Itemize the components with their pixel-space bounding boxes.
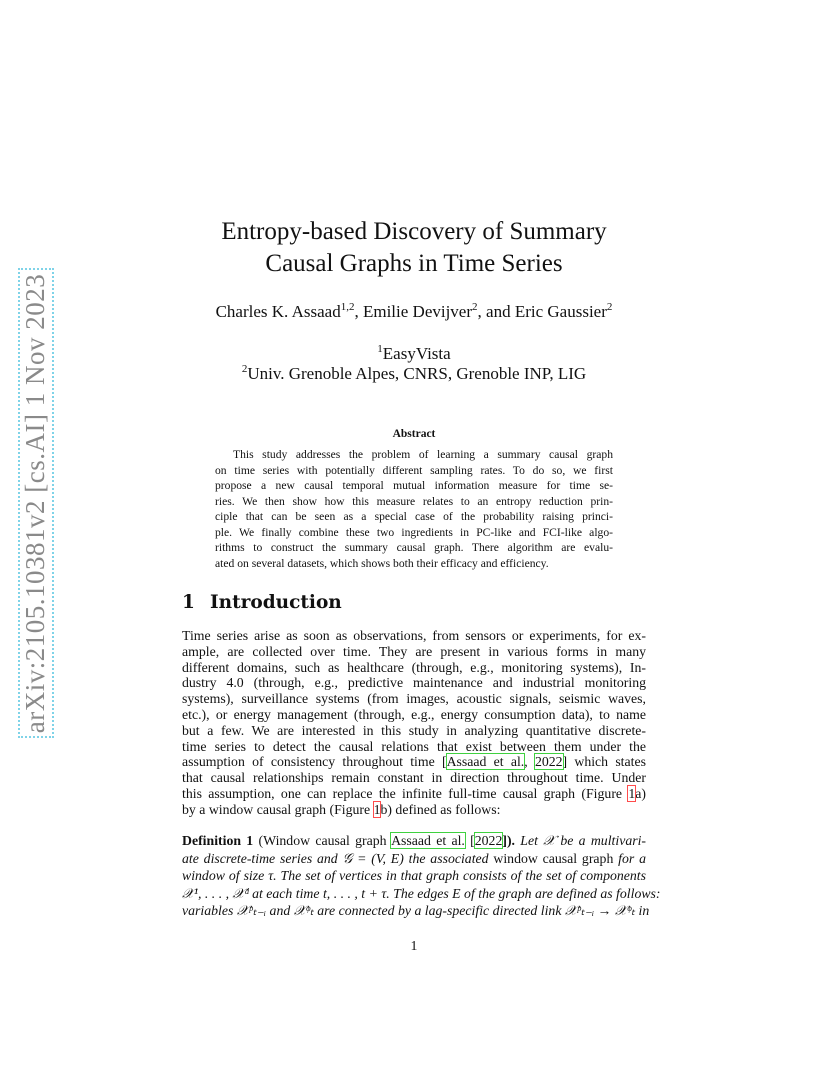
body-line bbox=[182, 786, 646, 802]
affiliation-1-text: EasyVista bbox=[382, 344, 451, 363]
paper-title bbox=[182, 216, 646, 280]
body-line bbox=[182, 802, 646, 818]
body-line bbox=[182, 754, 646, 770]
arxiv-identifier: arXiv:2105.10381v2 [cs.AI] 1 Nov 2023 bbox=[20, 273, 51, 733]
definition-line bbox=[182, 850, 646, 868]
abstract-line: ated on several datasets, which shows both their efficacy and efficiency. bbox=[215, 556, 549, 570]
affiliation-2-mark: 2 bbox=[241, 363, 248, 375]
body-text: this assumption, one can replace the infinite full-time causal graph (Figure bbox=[182, 785, 629, 801]
body-line: etc.), or energy management (through, e.g., energy consumption data), to name bbox=[182, 706, 646, 722]
definition-text: Let 𝒳 be a multivari- bbox=[514, 833, 647, 848]
definition-text: for a bbox=[613, 850, 646, 866]
section-heading bbox=[182, 592, 342, 613]
body-line: time series to detect the causal relations that exist between them under the bbox=[182, 738, 646, 754]
body-line: dustry 4.0 (through, e.g., predictive maintenance and industrial monitoring bbox=[182, 675, 646, 691]
page-number: 1 bbox=[410, 938, 418, 953]
abstract-line: ciple that can be seen as a special case of the probability raising princi- bbox=[215, 510, 613, 523]
definition-text: [ bbox=[464, 833, 475, 848]
author-separator: , and bbox=[477, 302, 515, 321]
author-2: Emilie Devijver bbox=[362, 302, 473, 321]
figure-ref-link[interactable]: 1 bbox=[373, 801, 381, 817]
body-line: systems), surveillance systems (from images, acoustic signals, seismic waves, bbox=[182, 691, 646, 707]
author-list bbox=[150, 302, 678, 322]
definition-line: 𝒳¹, . . . , 𝒳ᵈ at each time t, . . . , t + τ. The edges E of the graph are defined as follows: bbox=[182, 885, 661, 901]
body-text: b) defined as follows: bbox=[380, 801, 501, 817]
definition-line: variables 𝒳ᵖₜ₋ᵢ and 𝒳ᵠₜ are connected by a lag-specific directed link 𝒳ᵖₜ₋ᵢ → 𝒳ᵠₜ in bbox=[182, 903, 650, 918]
affiliation-1 bbox=[150, 344, 678, 364]
body-line: Time series arise as soon as observations, from sensors or experiments, for ex- bbox=[182, 628, 646, 643]
definition-text: (Window causal graph bbox=[253, 833, 392, 848]
author-1: Charles K. Assaad bbox=[215, 302, 341, 321]
abstract-line: ries. We then show how this measure relates to an entropy reduction prin- bbox=[215, 494, 613, 508]
abstract-line: propose a new causal temporal mutual information measure for time se- bbox=[215, 479, 613, 492]
definition-term: window causal graph bbox=[493, 850, 614, 866]
definition-block bbox=[182, 832, 661, 920]
affiliation-2-text: Univ. Grenoble Alpes, CNRS, Grenoble INP, LIG bbox=[247, 364, 587, 383]
body-text: a) bbox=[635, 785, 646, 801]
definition-text: ate discrete-time series and 𝒢 = (V, E) the associated bbox=[182, 850, 494, 866]
arxiv-watermark[interactable] bbox=[18, 268, 54, 738]
definition-label: Definition 1 bbox=[182, 833, 254, 848]
body-line: that causal relationships remain constant in direction throughout time. Under bbox=[182, 770, 646, 786]
affiliation-1-mark: 1 bbox=[377, 343, 383, 355]
body-line: but a few. We are interested in this study in analyzing quantitative discrete- bbox=[182, 722, 646, 738]
affiliation-2 bbox=[150, 364, 678, 384]
author-separator: , bbox=[354, 302, 363, 321]
citation-year-link[interactable]: 2022 bbox=[534, 754, 563, 770]
body-text: ] which states bbox=[562, 754, 646, 770]
affiliations bbox=[150, 344, 678, 384]
author-3: Eric Gaussier bbox=[514, 302, 607, 321]
title-line-2: Causal Graphs in Time Series bbox=[265, 250, 563, 277]
body-line: ample, are collected over time. They are present in various forms in many bbox=[182, 643, 646, 659]
title-line-1: Entropy-based Discovery of Summary bbox=[221, 218, 607, 245]
abstract-line: This study addresses the problem of learning a summary causal graph bbox=[233, 448, 613, 461]
abstract-body bbox=[215, 447, 613, 571]
body-text: assumption of consistency throughout time [ bbox=[182, 754, 447, 770]
abstract-line: on time series with potentially different sampling rates. To do so, we first bbox=[215, 463, 613, 477]
author-2-affiliation: 2 bbox=[472, 301, 478, 313]
definition-text: ]). bbox=[502, 833, 515, 848]
definition-line: window of size τ. The set of vertices in that graph consists of the set of components bbox=[182, 868, 646, 883]
figure-ref-link[interactable]: 1 bbox=[628, 785, 636, 801]
abstract-line: ple. We finally combine these two ingredients in PC-like and FCI-like algo- bbox=[215, 525, 613, 539]
section-title: Introduction bbox=[210, 592, 342, 613]
body-text: , bbox=[524, 754, 535, 770]
abstract-line: rithms to construct the summary causal graph. There algorithm are evalu- bbox=[215, 541, 613, 554]
citation-link[interactable]: Assaad et al. bbox=[446, 754, 525, 770]
citation-link[interactable]: Assaad et al. bbox=[391, 833, 465, 848]
body-text: by a window causal graph (Figure bbox=[182, 801, 374, 817]
abstract-heading: Abstract bbox=[392, 428, 436, 440]
citation-year-link[interactable]: 2022 bbox=[474, 833, 503, 848]
body-line: different domains, such as healthcare (through, e.g., monitoring systems), In- bbox=[182, 659, 646, 675]
section-number: 1 bbox=[182, 592, 195, 613]
introduction-paragraph bbox=[182, 628, 646, 818]
author-1-affiliation: 1,2 bbox=[340, 301, 355, 313]
definition-line bbox=[182, 832, 646, 850]
author-3-affiliation: 2 bbox=[606, 301, 613, 313]
